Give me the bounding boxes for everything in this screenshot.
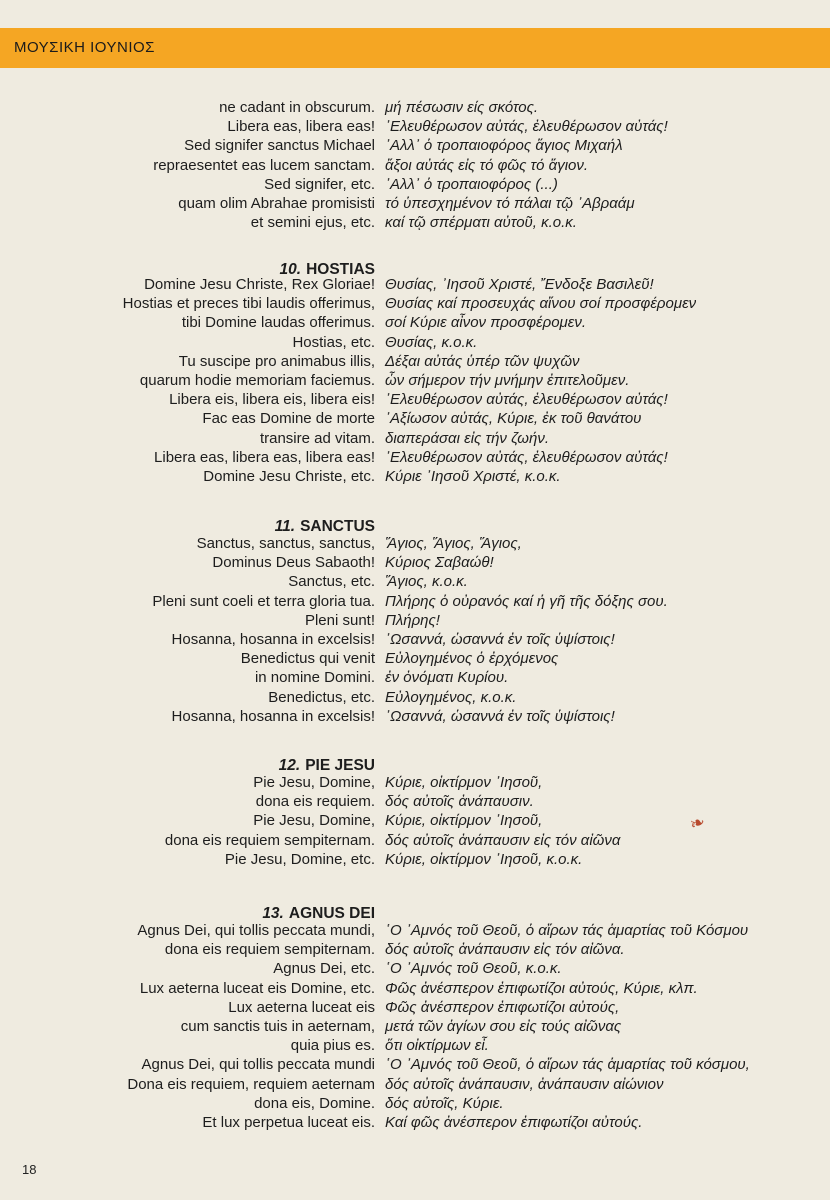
latin-text: Agnus Dei, etc.: [273, 960, 375, 978]
text-line: [0, 136, 830, 156]
latin-text: quarum hodie memoriam faciemus.: [139, 372, 375, 389]
greek-text: δός αὐτοῖς ἀνάπαυσιν, ἀνάπαυσιν αἰώνιον: [385, 1075, 664, 1093]
text-line: [0, 1094, 830, 1114]
text-line: [0, 98, 830, 118]
greek-text: Θυσίας καί προσευχάς αἴνου σοί προσφέρομεν: [385, 295, 697, 313]
text-line: [0, 592, 830, 612]
greek-text: Κύριος Σαβαώθ!: [385, 554, 494, 572]
latin-text: cum sanctis tuis in aeternam,: [180, 1018, 375, 1035]
greek-text: Κύριε, οἰκτίρμον ᾿Ιησοῦ,: [385, 812, 543, 830]
latin-text: dona eis requiem.: [255, 793, 375, 811]
latin-text: quam olim Abrahae promisisti: [178, 195, 375, 212]
text-line: [0, 117, 830, 137]
latin-text: Lux aeterna luceat eis Domine, etc.: [139, 979, 375, 997]
greek-text: μή πέσωσιν είς σκότος.: [385, 99, 539, 116]
latin-text: Fac eas Domine de morte: [202, 410, 375, 428]
latin-text: dona eis requiem sempiternam.: [164, 831, 375, 849]
greek-text: μετά τῶν ἁγίων σου εἰς τούς αἰῶνας: [385, 1018, 622, 1035]
header-bar: [0, 28, 830, 68]
latin-text: Agnus Dei, qui tollis peccata mundi,: [137, 922, 375, 939]
text-line: [0, 630, 830, 650]
latin-text: Tu suscipe pro animabus illis,: [178, 352, 375, 370]
text-line: [0, 688, 830, 708]
latin-text: Benedictus, etc.: [268, 688, 375, 706]
greek-text: ᾿Ωσαννά, ὡσαννά ἐν τοῖς ὑψίστοις!: [385, 631, 615, 648]
text-line: [0, 831, 830, 851]
text-line: [0, 1036, 830, 1056]
latin-text: Libera eas, libera eas, libera eas!: [154, 448, 375, 466]
text-line: [0, 940, 830, 960]
text-line: [0, 275, 830, 295]
page-number: 18: [22, 1162, 37, 1177]
ink-mark-icon: ❧: [686, 811, 708, 836]
latin-text: Hosanna, hosanna in excelsis!: [171, 707, 375, 725]
greek-text: σοί Κύριε αἶνον προσφέρομεν.: [385, 314, 587, 332]
text-line: [0, 409, 830, 429]
latin-text: Pleni sunt!: [304, 611, 375, 629]
text-line: [0, 998, 830, 1018]
text-line: [0, 572, 830, 592]
section-title: AGNUS DEI: [288, 905, 375, 922]
greek-text: ὧν σήμερον τήν μνήμην ἐπιτελοῦμεν.: [385, 372, 630, 389]
greek-text: Κύριε, οἰκτίρμον ᾿Ιησοῦ, κ.ο.κ.: [385, 850, 583, 868]
text-line: [0, 371, 830, 391]
greek-text: ᾿Αλλ᾿ ὁ τροπαιοφόρος ἅγιος Μιχαήλ: [385, 137, 623, 155]
text-line: [0, 553, 830, 573]
latin-text: in nomine Domini.: [254, 669, 375, 687]
text-line: [0, 1055, 830, 1075]
latin-text: Domine Jesu Christe, Rex Gloriae!: [144, 276, 375, 293]
latin-text: et semini ejus, etc.: [250, 214, 375, 232]
text-line: [0, 979, 830, 999]
greek-text: δός αὐτοῖς ἀνάπαυσιν.: [385, 793, 534, 811]
section-number: 13.: [262, 905, 284, 922]
latin-text: Pleni sunt coeli et terra gloria tua.: [152, 592, 375, 610]
greek-text: ᾿Αξίωσον αὐτάς, Κύριε, ἐκ τοῦ θανάτου: [385, 410, 642, 428]
latin-text: Dona eis requiem, requiem aeternam: [127, 1075, 375, 1093]
section-number: 11.: [274, 518, 296, 535]
section-number: 10.: [279, 261, 302, 278]
greek-text: ὅτι οἰκτίρμων εἶ.: [385, 1037, 489, 1055]
latin-text: Domine Jesu Christe, etc.: [203, 468, 375, 485]
text-line: [0, 467, 830, 487]
text-line: [0, 534, 830, 554]
greek-text: Ἅγιος, κ.ο.κ.: [385, 573, 468, 591]
text-line: [0, 649, 830, 669]
latin-text: Sed signifer, etc.: [264, 175, 375, 193]
text-line: [0, 294, 830, 314]
text-line: [0, 921, 830, 941]
greek-text: ἄξοι αὐτάς εἰς τό φῶς τό ἅγιον.: [385, 156, 589, 174]
text-line: [0, 352, 830, 372]
greek-text: ᾿Ωσαννά, ὡσαννά ἐν τοῖς ὑψίστοις!: [385, 707, 615, 725]
latin-text: Hostias et preces tibi laudis offerimus,: [122, 295, 375, 313]
greek-text: Καί φῶς ἀνέσπερον ἐπιφωτίζοι αὐτούς.: [385, 1114, 643, 1131]
latin-text: Et lux perpetua luceat eis.: [202, 1114, 375, 1131]
text-line: [0, 1075, 830, 1095]
text-line: [0, 333, 830, 353]
greek-text: καί τῷ σπέρματι αὐτοῦ, κ.ο.κ.: [385, 214, 577, 232]
latin-text: Sanctus, etc.: [288, 573, 375, 591]
text-line: [0, 390, 830, 410]
text-line: [0, 194, 830, 214]
section-title: SANCTUS: [300, 518, 375, 535]
latin-text: transire ad vitam.: [259, 429, 375, 447]
text-line: [0, 429, 830, 449]
latin-text: Agnus Dei, qui tollis peccata mundi: [141, 1056, 375, 1074]
latin-text: Pie Jesu, Domine, etc.: [224, 850, 375, 868]
greek-text: δός αὐτοῖς ἀνάπαυσιν εἰς τόν αἰῶνα.: [385, 941, 625, 959]
section-title: PIE JESU: [305, 757, 375, 774]
greek-text: Εὐλογημένος ὁ ἐρχόμενος: [385, 650, 559, 668]
section-title: HOSTIAS: [306, 261, 375, 278]
greek-text: ῾Ο ᾿Αμνός τοῦ Θεοῦ, κ.ο.κ.: [385, 960, 562, 978]
greek-text: Κύριε, οἰκτίρμον ᾿Ιησοῦ,: [385, 774, 543, 791]
latin-text: repraesentet eas lucem sanctam.: [153, 156, 375, 174]
latin-text: Pie Jesu, Domine,: [253, 774, 375, 791]
greek-text: ῾Ο ᾿Αμνός τοῦ Θεοῦ, ὁ αἴρων τάς ἁμαρτίας τοῦ Κόσμου: [385, 922, 749, 939]
latin-text: Lux aeterna luceat eis: [228, 998, 375, 1016]
text-line: [0, 668, 830, 688]
greek-text: τό ὑπεσχημένον τό πάλαι τῷ ᾿Αβραάμ: [385, 195, 635, 212]
greek-text: Πλήρης ὁ οὐρανός καί ἡ γῆ τῆς δόξης σου.: [385, 592, 668, 610]
greek-text: διαπεράσαι εἰς τήν ζωήν.: [385, 429, 549, 447]
latin-text: Sanctus, sanctus, sanctus,: [196, 535, 375, 552]
latin-text: Libera eas, libera eas!: [227, 118, 375, 136]
text-line: [0, 792, 830, 812]
greek-text: Φῶς ἀνέσπερον ἐπιφωτίζοι αὐτούς,: [385, 998, 620, 1016]
header-title: ΜΟΥΣΙΚΗ ΙΟΥΝΙΟΣ: [14, 39, 155, 56]
text-line: [0, 773, 830, 793]
text-line: [0, 1017, 830, 1037]
latin-text: quia pius es.: [290, 1037, 375, 1055]
latin-text: Hosanna, hosanna in excelsis!: [171, 631, 375, 648]
greek-text: δός αὐτοῖς, Κύριε.: [385, 1094, 504, 1112]
latin-text: Dominus Deus Sabaoth!: [212, 554, 375, 572]
text-line: [0, 156, 830, 176]
text-line: [0, 448, 830, 468]
latin-text: tibi Domine laudas offerimus.: [181, 314, 375, 332]
greek-text: Φῶς ἀνέσπερον ἐπιφωτίζοι αὐτούς, Κύριε, κλπ.: [385, 979, 698, 997]
text-line: [0, 1113, 830, 1133]
greek-text: Πλήρης!: [385, 611, 440, 629]
latin-text: dona eis, Domine.: [254, 1094, 375, 1112]
greek-text: Εὐλογημένος, κ.ο.κ.: [385, 688, 517, 706]
greek-text: δός αὐτοῖς ἀνάπαυσιν εἰς τόν αἰῶνα: [385, 831, 621, 849]
section-number: 12.: [278, 757, 301, 774]
greek-text: Θυσίας, ᾿Ιησοῦ Χριστέ, Ἔνδοξε Βασιλεῦ!: [385, 276, 654, 293]
greek-text: ᾿Ελευθέρωσον αὐτάς, ἐλευθέρωσον αὐτάς!: [385, 391, 668, 409]
greek-text: Ἅγιος, Ἅγιος, Ἅγιος,: [385, 535, 522, 552]
greek-text: Κύριε ᾿Ιησοῦ Χριστέ, κ.ο.κ.: [385, 468, 561, 485]
text-line: [0, 611, 830, 631]
greek-text: Δέξαι αὐτάς ὑπέρ τῶν ψυχῶν: [385, 352, 580, 370]
text-line: [0, 213, 830, 233]
latin-text: Libera eis, libera eis, libera eis!: [169, 391, 375, 409]
text-line: [0, 850, 830, 870]
latin-text: Pie Jesu, Domine,: [253, 812, 375, 830]
latin-text: Hostias, etc.: [292, 333, 375, 351]
text-line: [0, 959, 830, 979]
latin-text: ne cadant in obscurum.: [219, 99, 375, 116]
greek-text: ᾿Ελευθέρωσον αὐτάς, ἐλευθέρωσον αὐτάς!: [385, 448, 668, 466]
greek-text: ᾿Ελευθέρωσον αὐτάς, ἐλευθέρωσον αὐτάς!: [385, 118, 668, 136]
latin-text: Sed signifer sanctus Michael: [184, 137, 375, 155]
greek-text: ῾Ο ᾿Αμνός τοῦ Θεοῦ, ὁ αἴρων τάς ἁμαρτίας τοῦ κόσμου,: [385, 1056, 750, 1074]
greek-text: Θυσίας, κ.ο.κ.: [385, 333, 478, 351]
text-line: [0, 175, 830, 195]
text-line: [0, 313, 830, 333]
text-line: [0, 707, 830, 727]
latin-text: dona eis requiem sempiternam.: [164, 941, 375, 959]
latin-text: Benedictus qui venit: [240, 650, 375, 668]
greek-text: ἐν ὀνόματι Κυρίου.: [385, 669, 509, 687]
greek-text: ᾿Αλλ᾿ ὁ τροπαιοφόρος (...): [385, 175, 558, 193]
